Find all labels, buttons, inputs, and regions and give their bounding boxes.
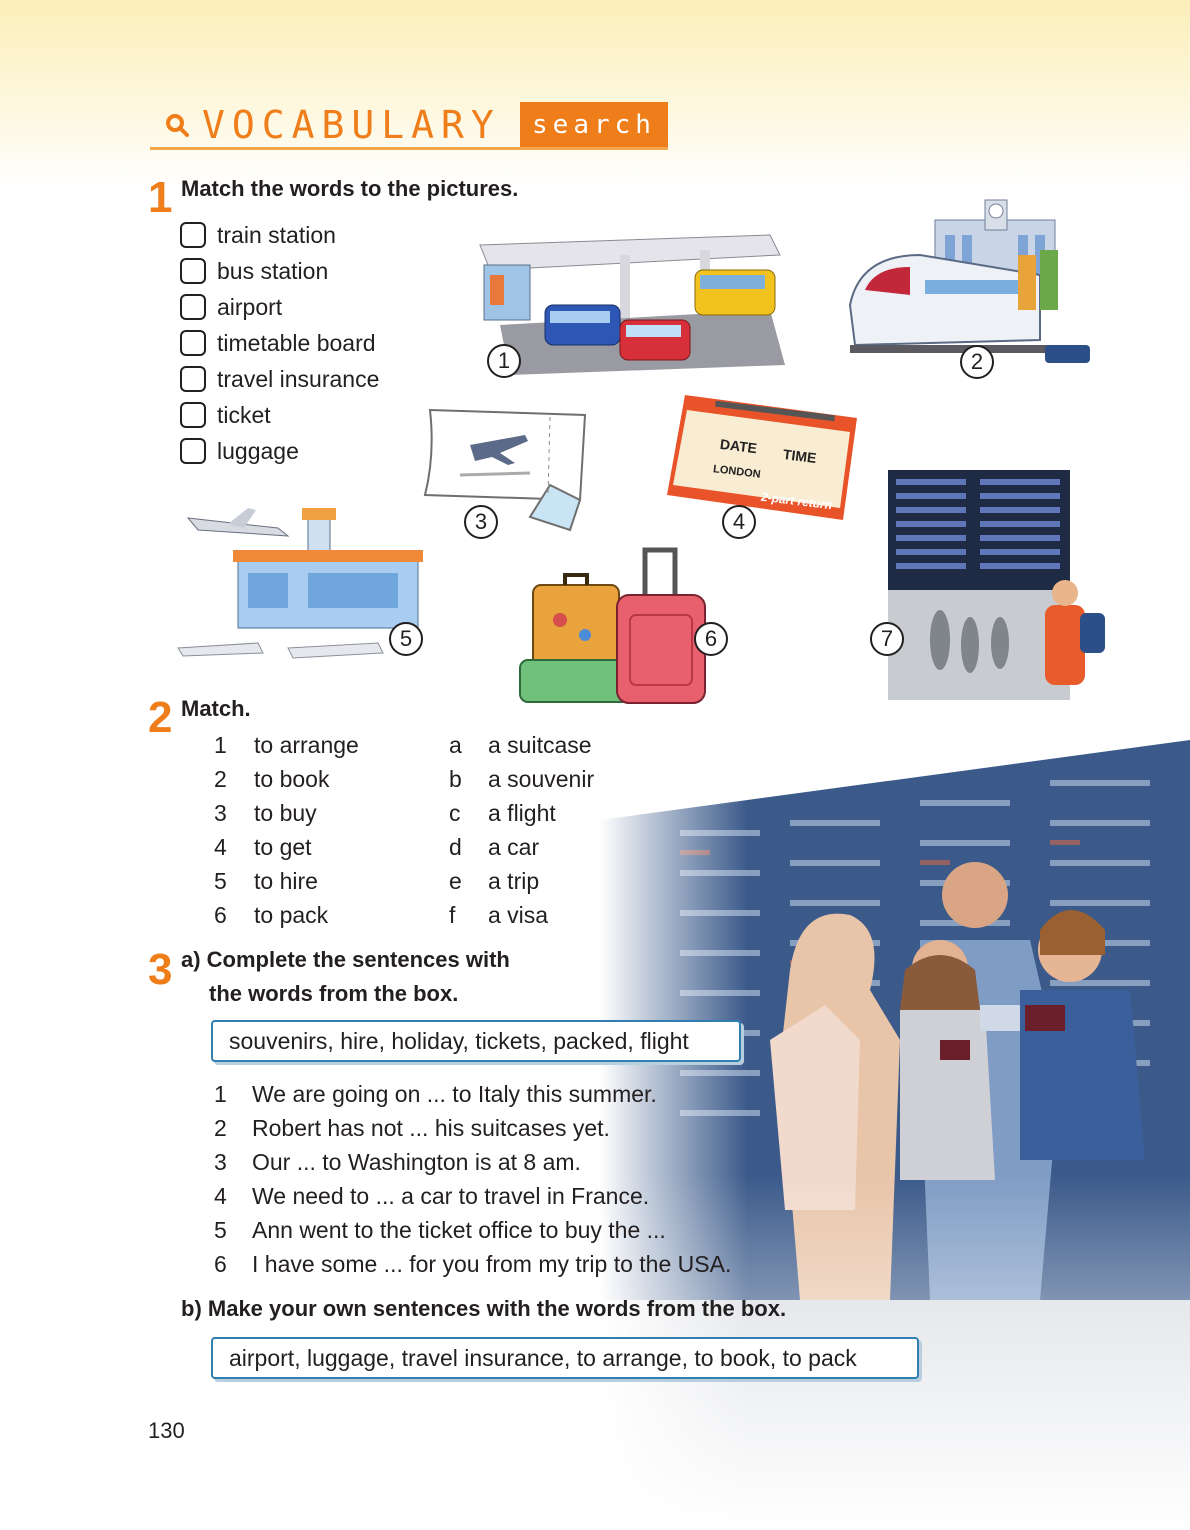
checklist-item[interactable] [180, 220, 336, 250]
search-icon [164, 110, 190, 140]
timetable-board-picture [880, 465, 1125, 705]
sentence-row [214, 1079, 657, 1109]
match-right-letter: b [449, 766, 462, 792]
match-right-letter: a [449, 732, 462, 758]
exercise-1-instruction: Match the words to the pictures. [181, 176, 519, 201]
exercise-2-instruction: Match. [181, 696, 251, 721]
page-number: 130 [148, 1418, 185, 1443]
match-right-letter: c [449, 800, 461, 826]
picture-number: 2 [960, 345, 994, 379]
match-left-text: to book [254, 766, 330, 792]
checkbox[interactable] [180, 294, 206, 320]
checklist-label: train station [217, 221, 336, 248]
checklist-label: timetable board [217, 329, 376, 356]
section-badge: search [520, 102, 668, 148]
checkbox[interactable] [180, 438, 206, 464]
sentence-row [214, 1181, 649, 1211]
section-header [150, 102, 668, 150]
checklist-label: luggage [217, 437, 299, 464]
match-left-text: to get [254, 834, 312, 860]
picture-number: 4 [722, 505, 756, 539]
checklist-item[interactable] [180, 328, 376, 358]
sentence-row [214, 1215, 666, 1245]
ticket-city-label: LONDON [712, 463, 762, 481]
sentence-row [214, 1249, 731, 1279]
ticket-footer-label: 2-part return [760, 489, 833, 513]
match-left-num: 1 [214, 732, 227, 758]
match-right-letter: f [449, 902, 456, 928]
checklist-label: ticket [217, 401, 271, 428]
checklist-item[interactable] [180, 400, 271, 430]
checklist-label: travel insurance [217, 365, 380, 392]
match-left-num: 2 [214, 766, 227, 792]
match-left-text: to hire [254, 868, 318, 894]
sentence-text: We are going on ... to Italy this summer. [252, 1081, 657, 1107]
exercise-1-number: 1 [148, 173, 173, 222]
exercise-3a-instruction-line1: a) Complete the sentences with [181, 947, 510, 972]
sentence-row [214, 1147, 581, 1177]
match-left-text: to pack [254, 902, 329, 928]
match-left-num: 3 [214, 800, 227, 826]
sentence-number: 3 [214, 1149, 227, 1175]
match-left-num: 6 [214, 902, 227, 928]
match-left-text: to arrange [254, 732, 359, 758]
match-right-text: a suitcase [488, 732, 592, 758]
checkbox[interactable] [180, 222, 206, 248]
exercise-3a-instruction-line2: the words from the box. [209, 981, 459, 1006]
sentence-text: I have some ... for you from my trip to the USA. [252, 1251, 732, 1277]
sentence-text: Our ... to Washington is at 8 am. [252, 1149, 581, 1175]
match-right-text: a visa [488, 902, 549, 928]
family-airport-photo [600, 740, 1190, 1530]
checklist-item[interactable] [180, 364, 379, 394]
match-right-letter: d [449, 834, 462, 860]
checklist-item[interactable] [180, 292, 282, 322]
checkbox[interactable] [180, 258, 206, 284]
luggage-picture [515, 545, 715, 705]
ticket-time-label: TIME [782, 446, 818, 466]
checklist-label: bus station [217, 257, 329, 284]
exercise-3-number: 3 [148, 945, 173, 994]
exercise-2-number: 2 [148, 693, 173, 742]
train-ticket-picture [665, 390, 860, 520]
picture-number: 5 [389, 622, 423, 656]
match-right-text: a trip [488, 868, 540, 894]
match-left-num: 5 [214, 868, 227, 894]
sentence-number: 2 [214, 1115, 227, 1141]
section-title: VOCABULARY [202, 103, 501, 147]
checkbox[interactable] [180, 402, 206, 428]
match-right-text: a car [488, 834, 540, 860]
sentence-number: 4 [214, 1183, 227, 1209]
sentence-row [214, 1113, 610, 1143]
match-right-letter: e [449, 868, 462, 894]
match-right-text: a flight [488, 800, 556, 826]
word-box-b: airport, luggage, travel insurance, to arrange, to book, to pack [211, 1337, 919, 1379]
ticket-date-label: DATE [719, 435, 758, 457]
picture-number: 3 [464, 505, 498, 539]
sentence-text: We need to ... a car to travel in France. [252, 1183, 650, 1209]
picture-number: 6 [694, 622, 728, 656]
sentence-number: 5 [214, 1217, 227, 1243]
sentence-text: Robert has not ... his suitcases yet. [252, 1115, 610, 1141]
checkbox[interactable] [180, 366, 206, 392]
sentence-text: Ann went to the ticket office to buy the ... [252, 1217, 666, 1243]
header-underline [150, 147, 668, 150]
word-box-a: souvenirs, hire, holiday, tickets, packed, flight [211, 1020, 741, 1062]
picture-number: 7 [870, 622, 904, 656]
match-left-text: to buy [254, 800, 317, 826]
checklist-label: airport [217, 293, 283, 320]
sentence-number: 6 [214, 1251, 227, 1277]
picture-number: 1 [487, 344, 521, 378]
checkbox[interactable] [180, 330, 206, 356]
plane-ticket-picture [410, 405, 600, 535]
match-left-num: 4 [214, 834, 227, 860]
sentence-number: 1 [214, 1081, 227, 1107]
checklist-item[interactable] [180, 436, 299, 466]
exercise-3b-instruction: b) Make your own sentences with the words from the box. [181, 1296, 787, 1321]
match-right-text: a souvenir [488, 766, 595, 792]
checklist-item[interactable] [180, 256, 328, 286]
